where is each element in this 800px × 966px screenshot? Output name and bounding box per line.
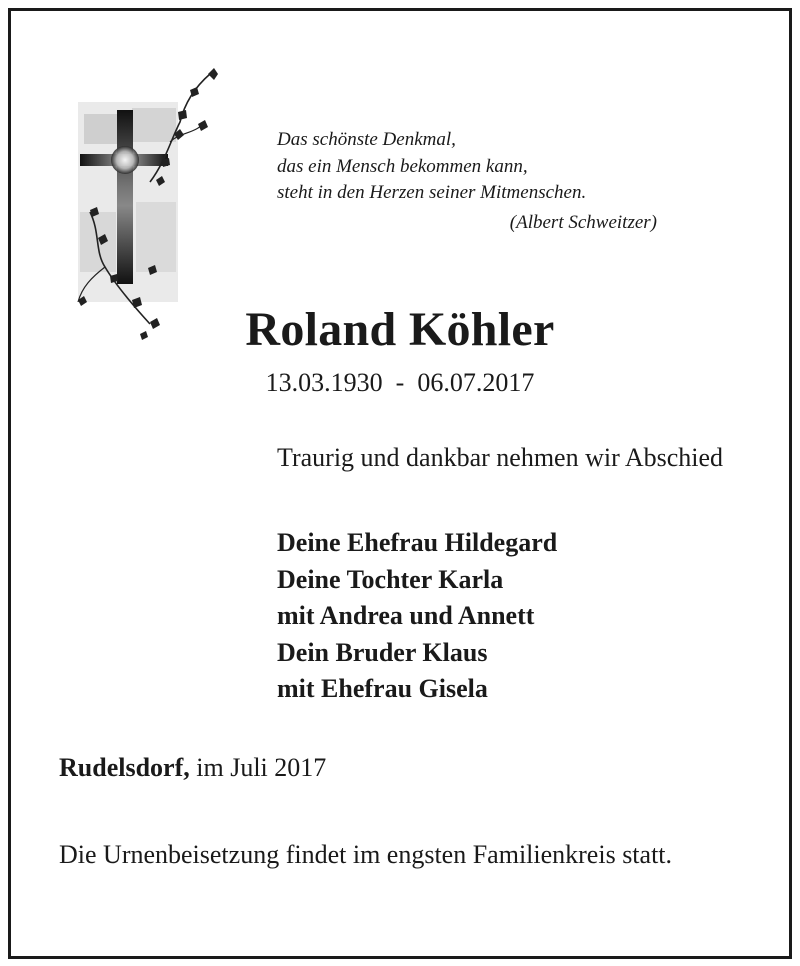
mourner-entry: mit Andrea und Annett <box>277 601 535 630</box>
date-separator: - <box>395 368 405 397</box>
mourner-entry: Deine Ehefrau Hildegard <box>277 528 558 557</box>
mourners-list <box>277 525 737 708</box>
quote-line: steht in den Herzen seiner Mitmenschen. <box>277 182 587 203</box>
burial-notice: Die Urnenbeisetzung findet im engsten Familienkreis statt. <box>59 840 673 869</box>
cross-with-ivy-icon <box>70 62 230 342</box>
quote-block <box>277 127 697 236</box>
death-date: 06.07.2017 <box>417 368 535 397</box>
birth-date: 13.03.1930 <box>265 368 383 397</box>
farewell-text: Traurig und dankbar nehmen wir Abschied <box>277 443 724 472</box>
quote-line: Das schönste Denkmal, <box>277 129 456 150</box>
deceased-name: Roland Köhler <box>245 303 555 356</box>
place-town: Rudelsdorf, <box>59 753 190 782</box>
place-date: im Juli 2017 <box>196 753 327 782</box>
quote-line: das ein Mensch bekommen kann, <box>277 155 528 177</box>
quote-author: (Albert Schweitzer) <box>509 211 657 233</box>
mourner-entry: mit Ehefrau Gisela <box>277 674 488 703</box>
place-and-date <box>59 753 326 783</box>
life-dates <box>0 368 800 398</box>
mourner-entry: Deine Tochter Karla <box>277 564 504 594</box>
mourner-entry: Dein Bruder Klaus <box>277 637 488 667</box>
